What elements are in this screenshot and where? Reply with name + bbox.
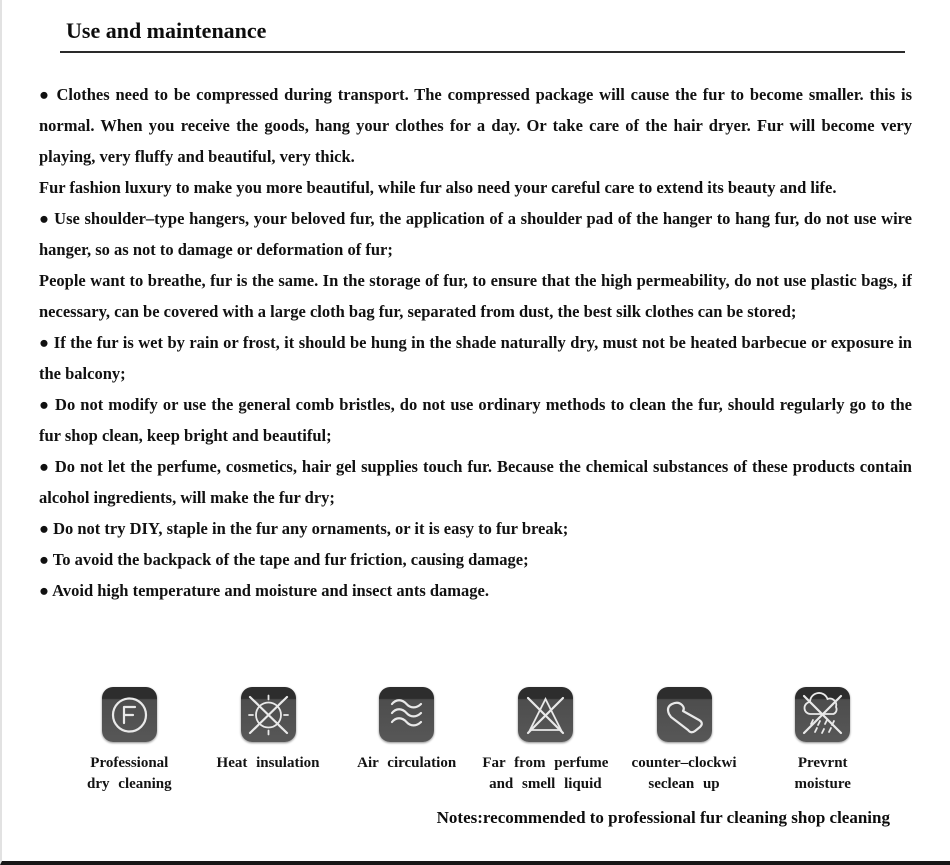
footer-notes: Notes:recommended to professional fur cleaning shop cleaning <box>436 808 890 827</box>
no-sun-icon <box>241 687 296 742</box>
care-symbol-professional-dry-cleaning <box>60 687 199 795</box>
dry-clean-f-icon <box>102 687 157 742</box>
no-rain-icon <box>795 687 850 742</box>
care-instruction-paragraph: ● Avoid high temperature and moisture and insect ants damage. <box>39 581 489 600</box>
care-symbol-prevent-moisture <box>753 687 892 795</box>
care-symbols-row <box>60 687 892 795</box>
care-symbol-counter-clockwise-clean <box>615 687 754 795</box>
care-instruction-paragraph: ● Do not try DIY, staple in the fur any ornaments, or it is easy to fur break; <box>39 519 569 538</box>
care-instruction-paragraph: People want to breathe, fur is the same. In the storage of fur, to ensure that the high permeability, do not use plastic bags, if necessary, can be covered with a large cloth bag fur, separated from dust, the best silk clothes can be stored; <box>39 271 912 321</box>
care-symbol-label: and smell liquid <box>489 776 602 792</box>
care-symbol-far-from-perfume <box>476 687 615 795</box>
care-instruction-paragraph: ● Do not let the perfume, cosmetics, hair gel supplies touch fur. Because the chemical substances of these products contain alcohol ingredients, will make the fur dry; <box>39 457 912 507</box>
care-symbol-label: moisture <box>794 776 851 792</box>
care-symbol-label: counter–clockwi <box>631 755 737 771</box>
brush-icon <box>657 687 712 742</box>
care-instruction-paragraph: ● Use shoulder–type hangers, your beloved fur, the application of a shoulder pad of the hanger to hang fur, do not use wire hanger, so as not to damage or deformation of fur; <box>39 209 912 259</box>
air-waves-icon <box>379 687 434 742</box>
care-instruction-paragraph: ● Clothes need to be compressed during transport. The compressed package will cause the fur to become smaller. this is normal. When you receive the goods, hang your clothes for a day. Or take care of the hair dryer. Fur will become very playing, very fluffy and beautiful, very thick. <box>39 85 912 166</box>
page-header <box>60 18 905 53</box>
care-instruction-paragraph: ● If the fur is wet by rain or frost, it should be hung in the shade naturally dry, must not be heated barbecue or exposure in the balcony; <box>39 333 912 383</box>
page-title: Use and maintenance <box>66 18 267 43</box>
care-symbol-label: Professional <box>90 755 169 771</box>
care-symbol-label <box>199 774 338 795</box>
no-bleach-triangle-icon <box>518 687 573 742</box>
care-symbol-label: Air circulation <box>357 755 457 771</box>
care-instruction-paragraph: Fur fashion luxury to make you more beautiful, while fur also need your careful care to extend its beauty and life. <box>39 178 837 197</box>
care-instructions-text <box>39 79 912 675</box>
care-symbol-label <box>337 774 476 795</box>
care-symbol-label: Heat insulation <box>216 755 320 771</box>
care-symbol-label: Far from perfume <box>482 755 609 771</box>
care-symbol-label: dry cleaning <box>87 776 172 792</box>
care-instruction-paragraph: ● To avoid the backpack of the tape and fur friction, causing damage; <box>39 550 529 569</box>
care-symbol-heat-insulation <box>199 687 338 795</box>
care-symbol-air-circulation <box>337 687 476 795</box>
care-symbol-label: Prevrnt <box>797 755 848 771</box>
care-symbol-label: seclean up <box>648 776 720 792</box>
care-instruction-paragraph: ● Do not modify or use the general comb bristles, do not use ordinary methods to clean the fur, should regularly go to the fur shop clean, keep bright and beautiful; <box>39 395 912 445</box>
